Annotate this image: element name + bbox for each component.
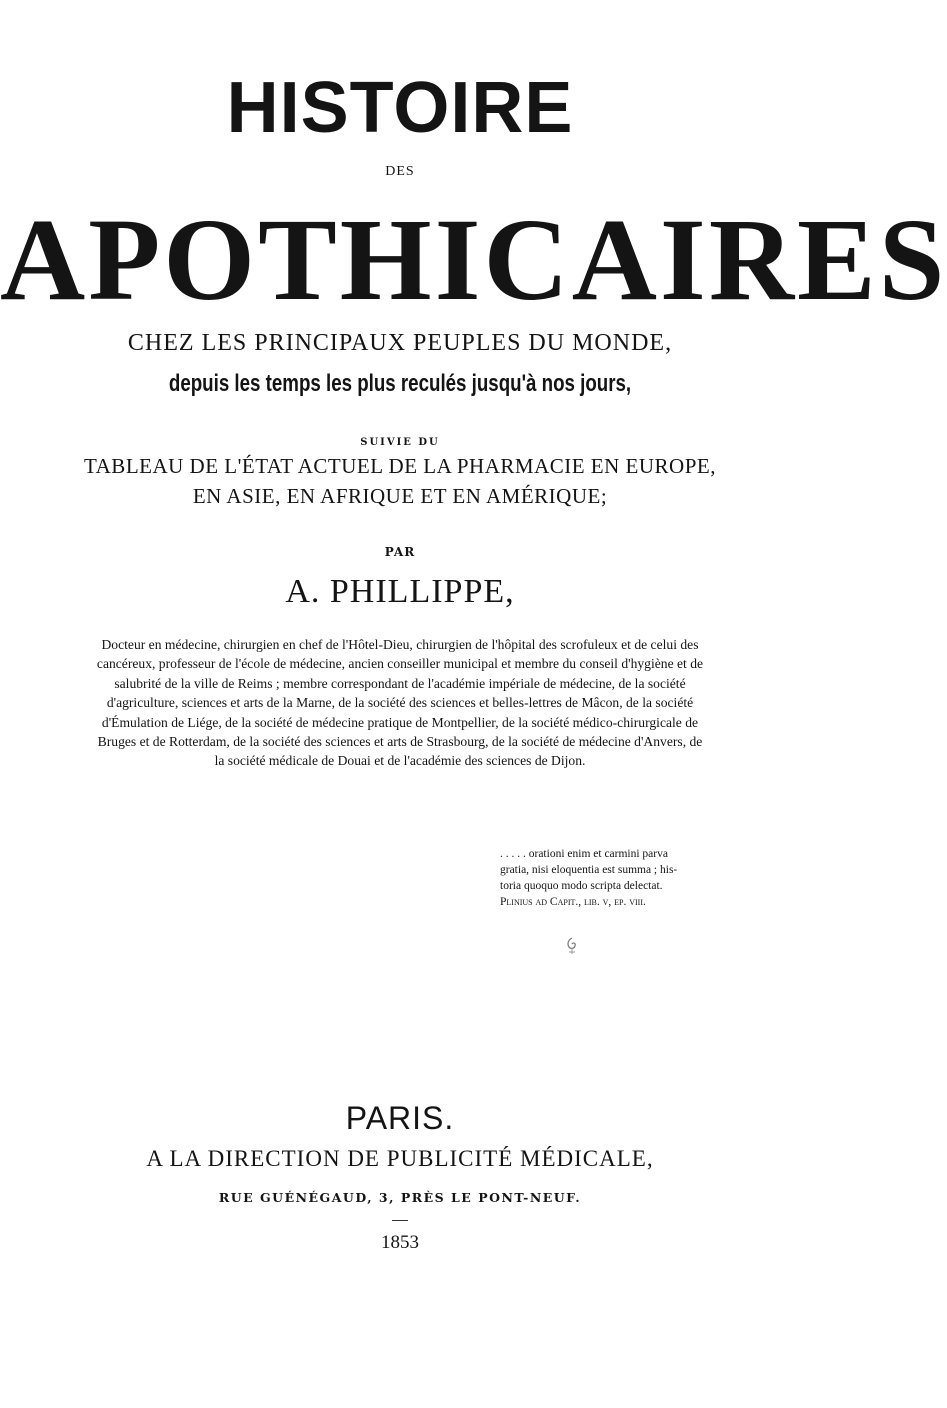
title-depuis: depuis les temps les plus reculés jusqu'à nos jours, <box>168 370 632 397</box>
divider <box>392 1220 408 1221</box>
imprint-address: RUE GUÉNÉGAUD, 3, PRÈS LE PONT-NEUF. <box>218 1190 582 1205</box>
title-des: DES <box>385 164 415 179</box>
author-qualifications: Docteur en médecine, chirurgien en chef de l'Hôtel-Dieu, chirurgien de l'hôpital des scrofuleux et de celui des cancéreux, professeur de l'école de médecine, ancien conseiller municipal et membre du conseil d'hygiène et de salubrité de la ville de Reims ; membre correspondant de l'académie impériale de médecine, de la société d'agriculture, sciences et arts de la Marne, de la société des sciences et belles-lettres de Mâcon, de la société d'Émulation de Liége, de la société de médecine pratique de Montpellier, de la société médico-chirurgicale de Bruges et de Rotterdam, de la société des sciences et arts de Strasbourg, de la société de médecine d'Anvers, de la société médicale de Douai et de l'académie des sciences de Dijon. <box>96 637 704 769</box>
subtitle-intro: SUIVIE DU <box>360 437 440 448</box>
epigraph-source: Plinius ad Capit., lib. v, ep. viii. <box>500 896 646 908</box>
subtitle-tableau: TABLEAU DE L'ÉTAT ACTUEL DE LA PHARMACIE EN EUROPE, <box>84 454 716 478</box>
epigraph <box>500 846 740 910</box>
title-apothicaires: APOTHICAIRES <box>0 194 947 325</box>
author-by: PAR <box>384 545 416 559</box>
printer-ornament-icon <box>565 937 579 955</box>
author-name: A. PHILLIPPE, <box>285 573 515 610</box>
imprint-year: 1853 <box>381 1232 419 1253</box>
epigraph-line: toria quoquo modo scripta delectat. <box>500 880 663 892</box>
epigraph-line: gratia, nisi eloquentia est summa ; his- <box>500 864 678 876</box>
epigraph-line: . . . . . orationi enim et carmini parva <box>500 848 668 860</box>
imprint-city: PARIS. <box>345 1100 455 1136</box>
subtitle-continents: EN ASIE, EN AFRIQUE ET EN AMÉRIQUE; <box>192 484 608 508</box>
imprint-publisher: A LA DIRECTION DE PUBLICITÉ MÉDICALE, <box>146 1146 654 1171</box>
title-histoire: HISTOIRE <box>226 68 574 148</box>
title-peuples: CHEZ LES PRINCIPAUX PEUPLES DU MONDE, <box>127 330 673 356</box>
